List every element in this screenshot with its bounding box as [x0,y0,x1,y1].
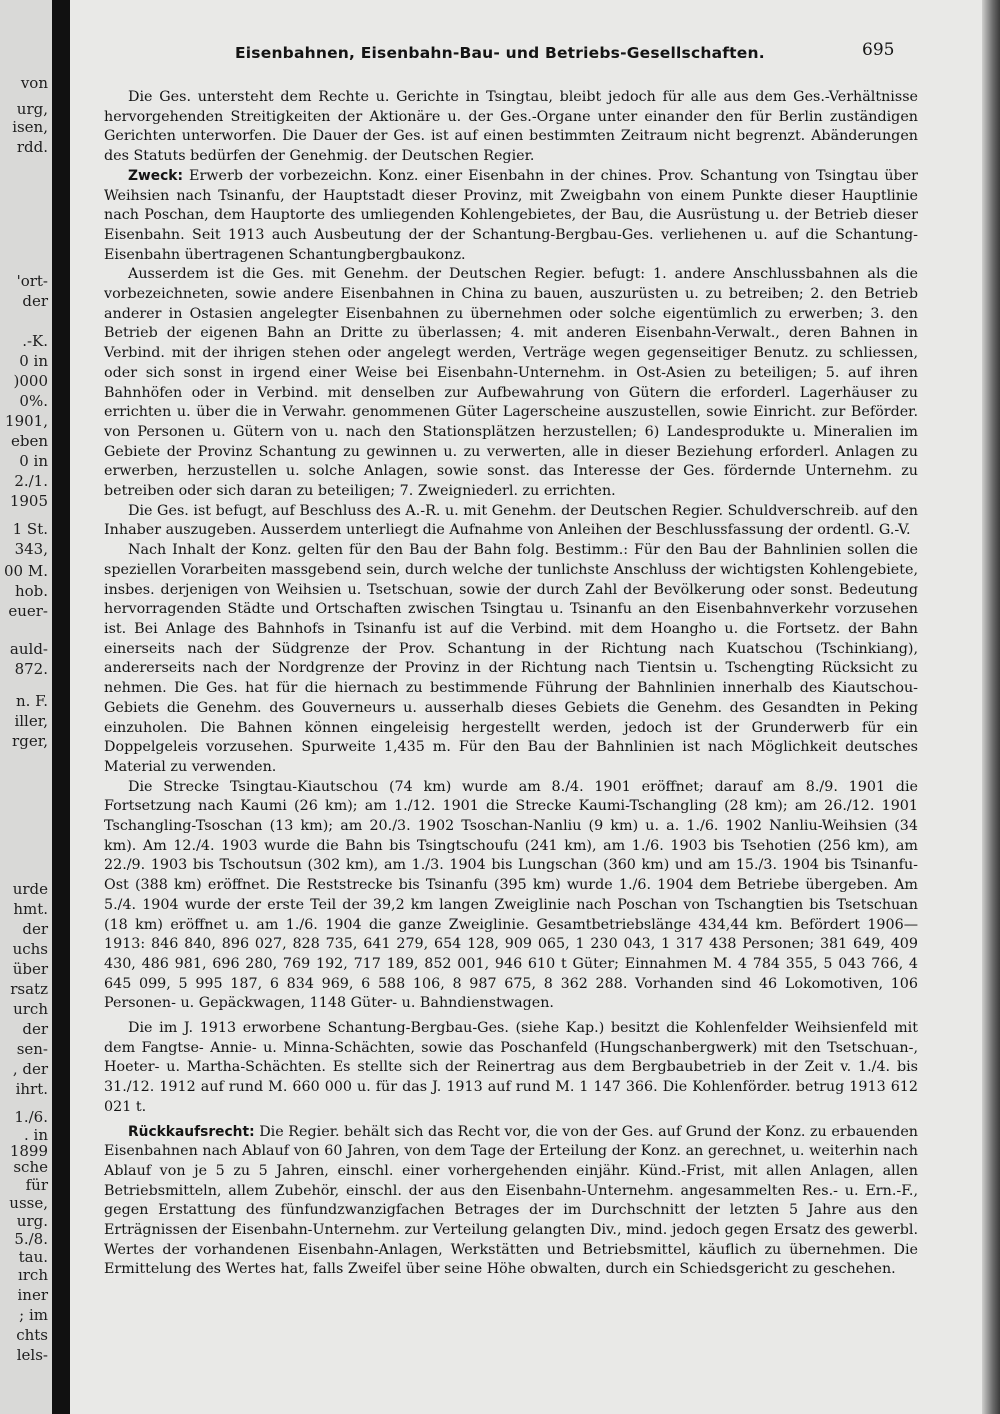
left-page-fragment: hmt. [13,900,48,918]
left-page-fragment: ırch [17,1266,48,1284]
left-page-fragment: eben [10,432,48,450]
left-page-fragment: lels- [16,1346,48,1364]
left-page-fragment: 'ort- [16,272,48,290]
left-page-fragment: über [12,960,48,978]
left-page-fragment: 1905 [9,492,48,510]
page-number: 695 [862,40,895,60]
paragraph-text: Die Regier. behält sich das Recht vor, die von der Ges. auf Grund der Konz. zu erbauenden Eisenbahnen nach Ablauf von 60 Jahren, von dem Tage der Erteilung der Konz. an gerechnet, u. weiterhin nach Ablauf von je 5 zu 5 Jahren, einschl. einer vorhergehenden einjähr. Künd.-Frist, mit allen Anlagen, allen Betriebsmitteln, allem Zubehör, einschl. der aus den Eisenbahn-Unternehm. angesammelten Res.- u. Ern.-F., gegen Erstattung des fünfundzwanzigfachen Betrages der im Durchschnitt der letzten 5 Jahre aus den Erträgnissen der Eisenbahn-Unternehm. zur Verteilung gelangten Div., mind. jedoch gegen Ersatz des gewerbl. Wertes der vorhandenen Eisenbahn-Anlagen, Werkstätten und Betriebsmittel, käuflich zu übernehmen. Die Ermittelung des Wertes hat, falls Zweifel über seine Höhe obwalten, durch ein Schiedsgericht zu geschehen. [104,1123,918,1278]
left-page-fragment: 872. [14,660,48,678]
left-page-fragment: der [22,1020,48,1038]
left-page-fragment: 1899 [9,1142,48,1160]
body-text [104,88,918,1280]
left-page-fragment: chts [16,1326,48,1344]
paragraph-buyback [104,1123,918,1281]
left-page-fragment: ; im [19,1306,48,1324]
left-page-fragment: , der [12,1060,48,1078]
left-page-fragment: rger, [12,732,48,750]
left-page-fragment: 1 St. [12,520,48,538]
paragraph-text: Ausserdem ist die Ges. mit Genehm. der Deutschen Regier. befugt: 1. andere Anschlussbahnen als die vorbezeichneten, sowie andere Eisenbahnen in China zu bauen, auszurüsten u. zu betreiben; 2. den Betrieb anderer in Ostasien angelegter Eisenbahnen zu übernehmen oder solche eigentümlich zu erwerben; 3. den Betrieb der eigenen Bahn an Dritte zu überlassen; 4. mit anderen Eisenbahn-Verwalt., deren Bahnen in Verbind. mit der ihrigen stehen oder angelegt werden, Verträge wegen gegenseitiger Benutz. zu schliessen, oder sich sonst in irgend einer Weise bei Eisenbahn-Unternehm. in Ost-Asien zu beteiligen; 5. auf ihren Bahnhöfen oder in Verbind. mit denselben zur Aufbewahrung von Gütern die erforderl. Lagerhäuser zu errichten u. über die in Verwahr. genommenen Güter Lagerscheine auszustellen, sowie Einricht. zur Beförder. von Personen u. Gütern von u. nach den Stationsplätzen herzustellen; 6) Landesprodukte u. Mineralien im Gebiete der Provinz Schantung zu gewinnen u. zu verwerten, alle in dieser Beziehung erforderl. Anlagen zu erwerben, herzustellen u. solche Anlagen, sowie sonst. das Interesse der Ges. fördernde Unternehm. zu betreiben oder sich daran zu beteiligen; 7. Zweigniederl. zu errichten. [104,266,918,500]
left-page-fragment: usse, [9,1194,48,1212]
left-page-fragment: rdd. [16,138,48,156]
left-page-margin [0,0,52,1414]
page-edge-shadow [982,0,1000,1414]
document-page [70,0,1000,1414]
left-page-fragment: isen, [12,118,48,136]
paragraph-mining [104,1019,918,1118]
paragraph-purpose [104,167,918,266]
paragraph-construction [104,541,918,777]
left-page-fragment: 0 in [19,352,48,370]
left-page-fragment: uchs [12,940,48,958]
left-page-fragment: )000 [13,372,48,390]
paragraph-text: Die im J. 1913 erworbene Schantung-Bergbau-Ges. (siehe Kap.) besitzt die Kohlenfelder Weihsienfeld mit dem Fangtse- Annie- u. Minna-Schächten, sowie das Poschanfeld (Hungschanbergwerk) mit den Tsetschuan-, Hoeter- u. Martha-Schächten. Es stellte sich der Reinertrag aus dem Bergbaubetrieb in der Zeit v. 1./4. bis 31./12. 1912 auf rund M. 660 000 u. für das J. 1913 auf rund M. 1 147 366. Die Kohlenförder. betrug 1913 612 021 t. [104,1020,918,1115]
left-page-fragment: iner [17,1286,48,1304]
left-page-fragment: sche [13,1158,48,1176]
left-page-fragment: rsatz [10,980,48,998]
left-page-fragment: 0 in [19,452,48,470]
paragraph-lead: Rückkaufsrecht: [128,1123,255,1140]
left-page-fragment: hob. [14,582,48,600]
left-page-fragment: urde [12,880,48,898]
paragraph-text: Die Ges. ist befugt, auf Beschluss des A.-R. u. mit Genehm. der Deutschen Regier. Schuldverschreib. auf den Inhaber auszugeben. Ausserdem unterliegt die Aufnahme von Anleihen der Beschlussfassung der ordentl. G.-V. [104,502,918,539]
left-page-fragment: 0%. [19,392,48,410]
paragraph-bonds [104,502,918,541]
paragraph-text: Die Ges. untersteht dem Rechte u. Gerichte in Tsingtau, bleibt jedoch für alle aus dem Ges.-Verhältnisse hervorgehenden Streitigkeiten der Aktionäre u. der Ges.-Organe unter einander den für Berlin zuständigen Gerichten unterworfen. Die Dauer der Ges. ist auf einen bestimmten Zeitraum nicht begrenzt. Abänderungen des Statuts bedürfen der Genehmig. der Deutschen Regier. [104,89,918,165]
paragraph-authorizations [104,265,918,501]
left-page-fragment: euer- [8,602,48,620]
left-page-fragment: urch [13,1000,48,1018]
left-page-fragment: von [20,74,48,92]
running-head: Eisenbahnen, Eisenbahn-Bau- und Betriebs-Gesellschaften. [235,44,765,62]
left-page-fragment: tau. [18,1248,48,1266]
left-page-fragment: iller, [14,712,48,730]
left-page-fragment: 1./6. [14,1108,48,1126]
left-page-fragment: der [22,292,48,310]
left-page-fragment: sen- [16,1040,48,1058]
paragraph-text: Erwerb der vorbezeichn. Konz. einer Eisenbahn in der chines. Prov. Schantung von Tsingtau über Weihsien nach Tsinanfu, der Hauptstadt dieser Provinz, mit Zweigbahn von einem Punkte dieser Hauptlinie nach Poschan, dem Hauptorte des umliegenden Kohlengebietes, der Bau, die Ausrüstung u. der Betrieb dieser Eisenbahn. Seit 1913 auch Ausbeutung der der Schantung-Bergbau-Ges. verliehenen u. auf die Schantung-Eisenbahn übertragenen Schantungbergbaukonz. [104,167,918,263]
left-page-fragment: urg, [16,100,48,118]
left-page-fragment: urg. [16,1212,48,1230]
left-page-fragment: .-K. [22,332,48,350]
paragraph-text: Nach Inhalt der Konz. gelten für den Bau der Bahn folg. Bestimm.: Für den Bau der Bahnlinien sollen die speziellen Vorarbeiten massgebend sein, durch welche der tunlichste Anschluss der wichtigsten Kohlengebiete, insbes. derjenigen von Weihsien u. Tsetschuan, sowie der durch Zahl der Bevölkerung oder sonst. Bedeutung hervorragenden Städte und Ortschaften zwischen Tsingtau u. Tsinanfu an den Eisenbahnverkehr vorzusehen ist. Bei Anlage des Bahnhofs in Tsinanfu ist auf die Verbind. mit dem Hoangho u. die Fortsetz. der Bahn einerseits nach der Südgrenze der Prov. Schantung in der Richtung nach Kuatschou (Tschinkiang), andererseits nach der Nordgrenze der Provinz in der Richtung nach Tientsin u. Tschengting Rücksicht zu nehmen. Die Ges. hat für die hiernach zu bestimmende Führung der Bahnlinien innerhalb des Kiautschou-Gebiets die Genehm. des Gouverneurs u. ausserhalb dieses Gebiets die Genehm. des Gesandten in Peking einzuholen. Die Bahnen können eingeleisig hergestellt werden, jedoch ist der Grunderwerb für ein Doppelgeleis vorzusehen. Spurweite 1,435 m. Für den Bau der Bahnlinien ist nach Möglichkeit deutsches Material zu verwenden. [104,542,918,775]
left-page-fragment: der [22,920,48,938]
left-page-fragment: 1901, [5,412,48,430]
left-page-fragment: . in [24,1126,48,1144]
book-gutter [52,0,70,1414]
left-page-fragment: 343, [14,540,48,558]
left-page-fragment: 00 M. [4,562,48,580]
left-page-fragment: n. F. [15,692,48,710]
left-page-fragment: auld- [9,640,48,658]
paragraph-jurisdiction [104,88,918,167]
left-page-fragment: 5./8. [14,1230,48,1248]
paragraph-route-openings [104,778,918,1014]
left-page-fragment: für [25,1176,48,1194]
paragraph-lead: Zweck: [128,167,183,184]
left-page-fragment: ihrt. [15,1080,48,1098]
left-page-fragment: 2./1. [14,472,48,490]
paragraph-text: Die Strecke Tsingtau-Kiautschou (74 km) wurde am 8./4. 1901 eröffnet; darauf am 8./9. 1901 die Fortsetzung nach Kaumi (26 km); am 1./12. 1901 die Strecke Kaumi-Tschangling (28 km); am 26./12. 1901 Tschangling-Tsoschan (13 km); am 20./3. 1902 Tsoschan-Nanliu (9 km) u. a. 1./6. 1902 Nanliu-Weihsien (34 km). Am 12./4. 1903 wurde die Bahn bis Tsingtschoufu (241 km), am 1./6. 1903 bis Tsehotien (256 km), am 22./9. 1903 bis Tschoutsun (302 km), am 1./3. 1904 bis Lungschan (360 km) und am 15./3. 1904 bis Tsinanfu-Ost (388 km) eröffnet. Die Reststrecke bis Tsinanfu (395 km) wurde 1./6. 1904 dem Betriebe übergeben. Am 5./4. 1904 wurde der erste Teil der 39,2 km langen Zweiglinie nach Poschan von Tschangtien bis Tsetschuan (18 km) eröffnet u. am 1./6. 1904 die ganze Zweiglinie. Gesamtbetriebslänge 434,44 km. Befördert 1906—1913: 846 840, 896 027, 828 735, 641 279, 654 128, 909 065, 1 230 043, 1 317 438 Personen; 381 649, 409 430, 486 981, 696 280, 769 192, 717 189, 852 001, 946 610 t Güter; Einnahmen M. 4 784 355, 5 043 766, 4 645 099, 5 995 187, 6 834 969, 6 588 106, 8 987 675, 8 362 288. Vorhanden sind 46 Lokomotiven, 106 Personen- u. Gepäckwagen, 1148 Güter- u. Bahndienstwagen. [104,778,918,1012]
